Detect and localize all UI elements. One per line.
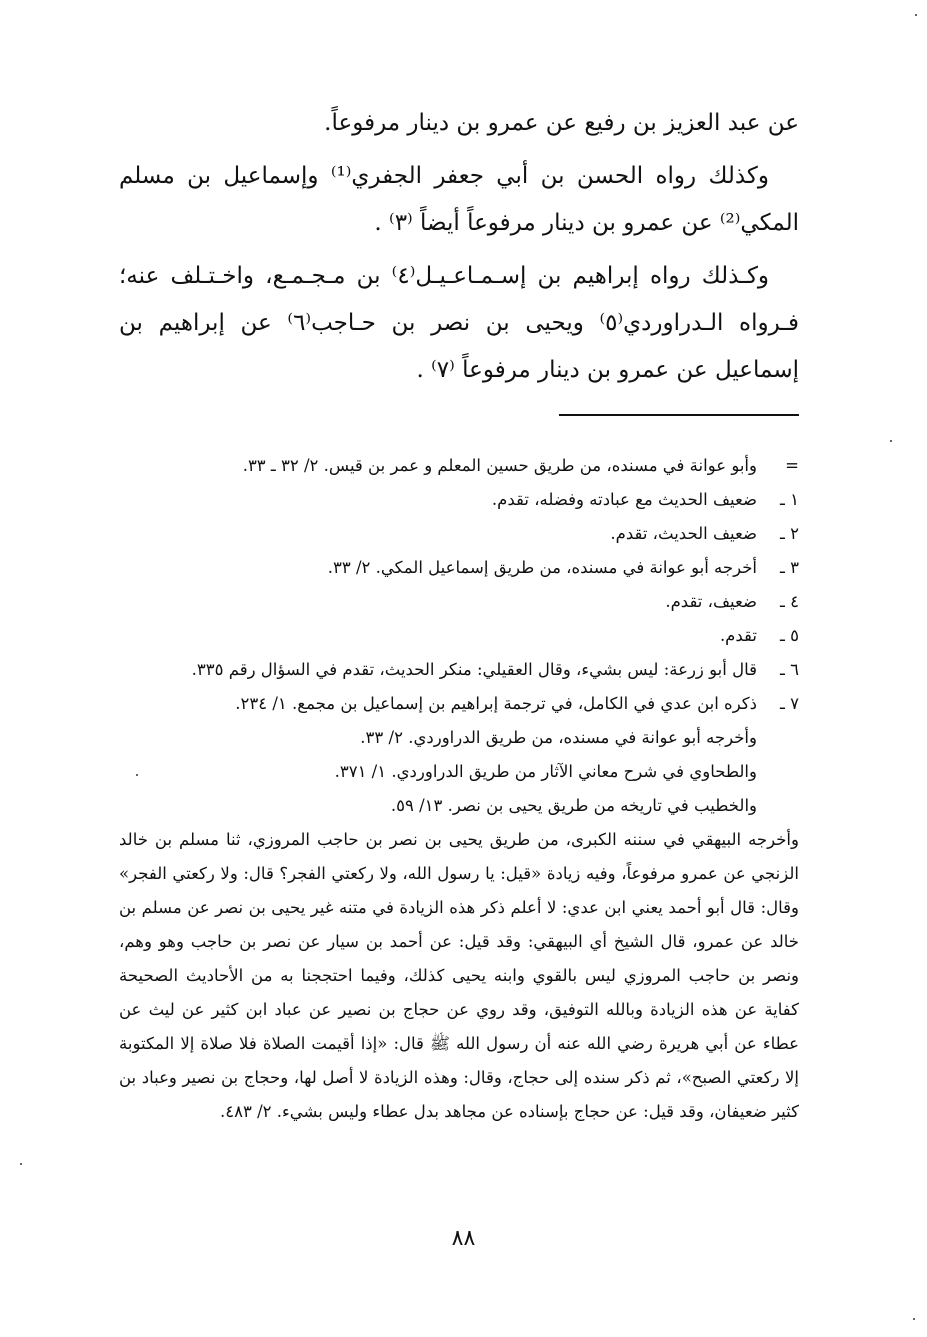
footnote-7 <box>119 687 799 721</box>
footnote-text: ذكره ابن عدي في الكامل، في ترجمة إبراهيم بن إسماعيل بن مجمع. ١/ ٢٣٤. <box>235 694 757 713</box>
scan-speck <box>913 1318 915 1320</box>
footnote-7-line-3: والطحاوي في شرح معاني الآثار من طريق الدراوردي. ١/ ٣٧١. <box>334 762 757 781</box>
footnote-mark: ٣ ـ <box>780 558 799 577</box>
footnote-4 <box>119 585 799 619</box>
footnote-mark: ٤ ـ <box>780 592 799 611</box>
footnote-mark: ٦ ـ <box>780 660 799 679</box>
footnote-text: ضعيف الحديث مع عبادته وفضله، تقدم. <box>491 490 757 509</box>
footnote-mark: ٧ ـ <box>780 694 799 713</box>
footnote-separator <box>559 414 799 416</box>
footnote-7-line-2: وأخرجه أبو عوانة في مسنده، من طريق الدراوردي. ٢/ ٣٣. <box>360 728 757 747</box>
footnote-text: ضعيف، تقدم. <box>665 592 757 611</box>
footnote-7-line-4: والخطيب في تاريخه من طريق يحيى بن نصر. ١٣/ ٥٩. <box>390 796 757 815</box>
scan-speck <box>915 14 917 16</box>
footnote-text: وأبو عوانة في مسنده، من طريق حسين المعلم و عمر بن قيس. ٢/ ٣٢ ـ ٣٣. <box>242 456 757 475</box>
footnote-3 <box>119 551 799 585</box>
footnote-7-bayhaqi-paragraph: وأخرجه البيهقي في سننه الكبرى، من طريق يحيى بن نصر بن حاجب المروزي، ثنا مسلم بن خالد الزنجي عن عمرو مرفوعاً، وفيه زيادة «قيل: يا رسول الله، ولا ركعتي الفجر؟ قال: ولا ركعتي الفجر» وقال: قال أبو أحمد يعني ابن عدي: لا أعلم ذكر هذه الزيادة في متنه غير يحيى بن نصر عن مسلم بن خالد عن عمرو، قال الشيخ أي البيهقي: وقد قيل: عن أحمد بن سيار عن نصر بن حاجب وهو وهم، ونصر بن حاجب المروزي ليس بالقوي وابنه يحيى كذلك، وفيما احتججنا به من الأحاديث الصحيحة كفاية عن هذه الزيادة وبالله التوفيق، وقد روي عن حجاج بن نصير عن عباد ابن كثير عن ليث عن عطاء عن أبي هريرة رضي الله عنه أن رسول الله ﷺ قال: «إذا أقيمت الصلاة فلا صلاة إلا المكتوبة إلا ركعتي الصبح»، ثم ذكر سنده إلى حجاج، وقال: وهذه الزيادة لا أصل لها، وحجاج بن نصير وعباد بن كثير ضعيفان، وقد قيل: عن حجاج بإسناده عن مجاهد بدل عطاء وليس بشيء. ٢/ ٤٨٣. <box>119 830 799 1121</box>
main-text <box>119 100 799 400</box>
footnote-text: قال أبو زرعة: ليس بشيء، وقال العقيلي: منكر الحديث، تقدم في السؤال رقم ٣٣٥. <box>191 660 757 679</box>
footnote-5 <box>119 619 799 653</box>
scan-speck <box>890 440 892 442</box>
footnote-mark: ٥ ـ <box>780 626 799 645</box>
footnote-text: ضعيف الحديث، تقدم. <box>610 524 757 543</box>
footnote-2 <box>119 517 799 551</box>
footnote-continued <box>119 449 799 483</box>
main-paragraph-3: وكـذلك رواه إبراهيم بن إسـمـاعـيـل⁽٤⁾ بن مـجـمـع، واخـتـلف عنه؛ فـرواه الـدراوردي⁽٥⁾ ويحيى بن نصر بن حـاجب⁽٦⁾ عن إبراهيم بن إسماعيل عن عمرو بن دينار مرفوعاً ⁽٧⁾ . <box>119 263 799 383</box>
main-paragraph-2: وكذلك رواه الحسن بن أبي جعفر الجفري⁽¹⁾ وإسماعيل بن مسلم المكي⁽²⁾ عن عمرو بن دينار مرفوعاً أيضاً ⁽٣⁾ . <box>119 163 799 236</box>
footnotes <box>119 449 799 1129</box>
page-number: ٨٨ <box>451 1226 476 1251</box>
scan-speck <box>20 1163 22 1165</box>
footnote-1 <box>119 483 799 517</box>
scan-speck <box>136 774 138 776</box>
footnote-text: أخرجه أبو عوانة في مسنده، من طريق إسماعيل المكي. ٢/ ٣٣. <box>327 558 757 577</box>
footnote-mark: ١ ـ <box>780 490 799 509</box>
footnote-6 <box>119 653 799 687</box>
main-paragraph-1: عن عبد العزيز بن رفيع عن عمرو بن دينار مرفوعاً. <box>324 110 799 136</box>
footnote-mark: = <box>785 456 799 475</box>
footnote-mark: ٢ ـ <box>780 524 799 543</box>
footnote-text: تقدم. <box>719 626 757 645</box>
